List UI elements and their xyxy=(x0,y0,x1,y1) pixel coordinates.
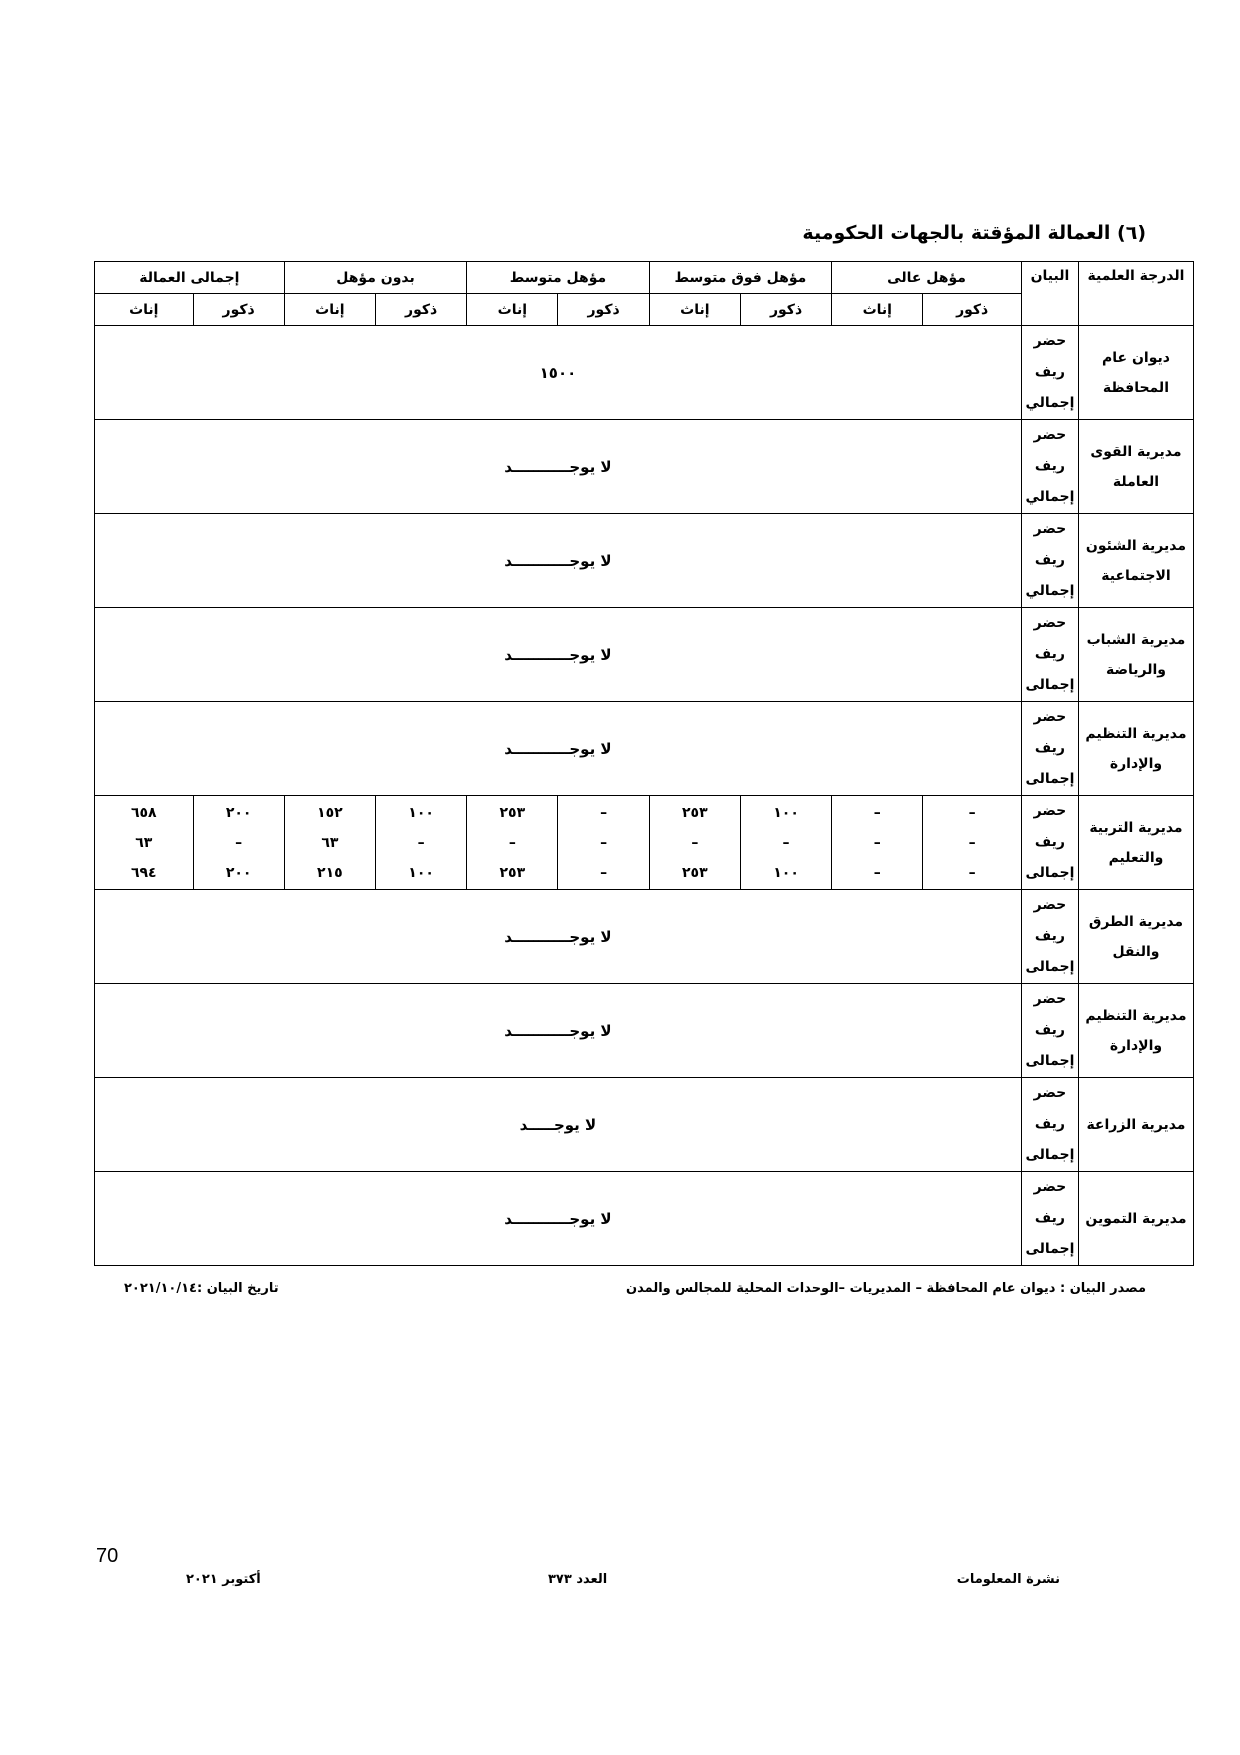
stat-label: ريف xyxy=(1034,834,1065,850)
stat-label: ريف xyxy=(1034,1210,1065,1226)
value-cell: ٢٥٣ xyxy=(682,864,708,881)
stat-label: ريف xyxy=(1034,740,1065,756)
value-cell: – xyxy=(600,834,608,851)
value-cell: – xyxy=(968,864,976,881)
stat-label: حضر xyxy=(1033,897,1067,913)
table-row xyxy=(95,1078,1194,1172)
stat-labels xyxy=(1021,514,1078,608)
stat-label: ريف xyxy=(1034,1116,1065,1132)
stat-label: حضر xyxy=(1033,427,1067,443)
stat-labels xyxy=(1021,984,1078,1078)
table-row xyxy=(95,608,1194,702)
stat-labels xyxy=(1021,1078,1078,1172)
subheader-females: إناث xyxy=(467,294,558,326)
entity-name: مديرية الشباب والرياضة xyxy=(1078,608,1193,702)
value-cell: ١٠٠ xyxy=(408,804,434,821)
merged-value: لا يوجـــــــــــد xyxy=(95,890,1022,984)
value-cell: ٢٥٣ xyxy=(499,804,526,821)
header-group-no-qualification: بدون مؤهل xyxy=(284,262,466,294)
header-group-above-intermediate: مؤهل فوق متوسط xyxy=(649,262,831,294)
entity-name: مديرية القوى العاملة xyxy=(1078,420,1193,514)
stat-label: حضر xyxy=(1033,333,1067,349)
value-cell: ٦٩٤ xyxy=(130,864,157,881)
value-column xyxy=(375,796,466,890)
merged-value: لا يوجـــــــــــد xyxy=(95,608,1022,702)
value-cell: – xyxy=(417,834,425,851)
stat-label: إجمالى xyxy=(1025,1147,1075,1163)
entity-name: مديرية التنظيم والإدارة xyxy=(1078,702,1193,796)
stat-label: إجمالي xyxy=(1025,489,1075,505)
stat-label: إجمالي xyxy=(1025,395,1075,411)
table-row xyxy=(95,420,1194,514)
merged-value: ١٥٠٠ xyxy=(95,326,1022,420)
subheader-males: ذكور xyxy=(193,294,284,326)
value-cell: ١٥٢ xyxy=(317,804,343,821)
stat-labels xyxy=(1021,420,1078,514)
value-column xyxy=(95,796,194,890)
stat-label: حضر xyxy=(1033,991,1067,1007)
value-column xyxy=(558,796,649,890)
page-number: 70 xyxy=(96,1545,119,1567)
entity-name: ديوان عام المحافظة xyxy=(1078,326,1193,420)
value-column xyxy=(284,796,375,890)
subheader-males: ذكور xyxy=(923,294,1021,326)
entity-name: مديرية التربية والتعليم xyxy=(1078,796,1193,890)
stat-label: إجمالى xyxy=(1025,677,1075,693)
value-column xyxy=(832,796,923,890)
subheader-females: إناث xyxy=(832,294,923,326)
stat-label: حضر xyxy=(1033,1085,1067,1101)
value-cell: ٢٥٣ xyxy=(682,804,708,821)
value-cell: – xyxy=(782,834,790,851)
value-cell: – xyxy=(968,804,976,821)
entity-name: مديرية التنظيم والإدارة xyxy=(1078,984,1193,1078)
value-cell: ٦٣ xyxy=(135,834,153,851)
table-row xyxy=(95,890,1194,984)
value-cell: – xyxy=(873,834,881,851)
table-row xyxy=(95,1172,1194,1266)
data-date: تاريخ البيان :٢٠٢١/١٠/١٤ xyxy=(124,1281,279,1296)
issue-month: أكتوبر ٢٠٢١ xyxy=(186,1572,261,1587)
data-source: مصدر البيان : ديوان عام المحافظة – المديريات –الوحدات المحلية للمجالس والمدن xyxy=(626,1281,1146,1296)
table-row xyxy=(95,514,1194,608)
value-cell: – xyxy=(235,834,243,851)
table-row xyxy=(95,326,1194,420)
stat-label: ريف xyxy=(1034,646,1065,662)
value-cell: ٦٣ xyxy=(321,834,339,851)
subheader-females: إناث xyxy=(95,294,194,326)
value-cell: ١٠٠ xyxy=(773,804,799,821)
value-cell: ٢٠٠ xyxy=(225,804,252,821)
stat-label: إجمالى xyxy=(1025,959,1075,975)
stat-label: ريف xyxy=(1034,1022,1065,1038)
value-cell: – xyxy=(691,834,699,851)
header-group-higher: مؤهل عالى xyxy=(832,262,1022,294)
value-column xyxy=(467,796,558,890)
subheader-females: إناث xyxy=(284,294,375,326)
stat-label: ريف xyxy=(1034,458,1065,474)
value-cell: ٢١٥ xyxy=(317,864,343,881)
stat-labels xyxy=(1021,1172,1078,1266)
value-cell: – xyxy=(600,804,608,821)
table-row xyxy=(95,984,1194,1078)
merged-value: لا يوجـــــــــــد xyxy=(95,1172,1022,1266)
stat-label: إجمالى xyxy=(1025,865,1075,881)
merged-value: لا يوجـــــد xyxy=(95,1078,1022,1172)
value-cell: ١٠٠ xyxy=(408,864,434,881)
issue-number: العدد ٣٧٣ xyxy=(548,1572,608,1587)
value-cell: – xyxy=(508,834,516,851)
value-column xyxy=(923,796,1021,890)
entity-name: مديرية الزراعة xyxy=(1078,1078,1193,1172)
stat-label: ريف xyxy=(1034,928,1065,944)
subheader-females: إناث xyxy=(649,294,740,326)
stat-label: إجمالى xyxy=(1025,1241,1075,1257)
stat-labels xyxy=(1021,890,1078,984)
entity-name: مديرية الشئون الاجتماعية xyxy=(1078,514,1193,608)
value-column xyxy=(649,796,740,890)
subheader-males: ذكور xyxy=(375,294,466,326)
stat-label: حضر xyxy=(1033,615,1067,631)
value-cell: ١٠٠ xyxy=(773,864,799,881)
page-title: (٦) العمالة المؤقتة بالجهات الحكومية xyxy=(802,222,1146,244)
stat-labels xyxy=(1021,608,1078,702)
table-row xyxy=(95,702,1194,796)
merged-value: لا يوجـــــــــــد xyxy=(95,514,1022,608)
value-cell: ٢٥٣ xyxy=(499,864,526,881)
merged-value: لا يوجـــــــــــد xyxy=(95,420,1022,514)
value-column xyxy=(740,796,831,890)
entity-name: مديرية التموين xyxy=(1078,1172,1193,1266)
stat-label: حضر xyxy=(1033,521,1067,537)
entity-name: مديرية الطرق والنقل xyxy=(1078,890,1193,984)
value-cell: – xyxy=(873,804,881,821)
stat-label: حضر xyxy=(1033,1179,1067,1195)
stat-label: حضر xyxy=(1033,709,1067,725)
subheader-males: ذكور xyxy=(558,294,649,326)
value-column xyxy=(193,796,284,890)
header-entity: الدرجة العلمية xyxy=(1078,262,1193,326)
value-cell: ٦٥٨ xyxy=(130,804,157,821)
header-group-total: إجمالى العمالة xyxy=(95,262,285,294)
subheader-males: ذكور xyxy=(740,294,831,326)
value-cell: – xyxy=(873,864,881,881)
stat-label: إجمالي xyxy=(1025,583,1075,599)
stat-label: حضر xyxy=(1033,803,1067,819)
stat-label: إجمالى xyxy=(1025,1053,1075,1069)
stat-label: ريف xyxy=(1034,552,1065,568)
stat-labels xyxy=(1021,326,1078,420)
stat-labels xyxy=(1021,796,1078,890)
value-cell: – xyxy=(600,864,608,881)
publication-name: نشرة المعلومات xyxy=(956,1572,1060,1587)
stat-labels xyxy=(1021,702,1078,796)
table-row xyxy=(95,796,1194,890)
stat-label: إجمالى xyxy=(1025,771,1075,787)
merged-value: لا يوجـــــــــــد xyxy=(95,702,1022,796)
stat-label: ريف xyxy=(1034,364,1065,380)
header-group-intermediate: مؤهل متوسط xyxy=(467,262,649,294)
header-stat: البيان xyxy=(1021,262,1078,326)
value-cell: – xyxy=(968,834,976,851)
value-cell: ٢٠٠ xyxy=(225,864,252,881)
temporary-employment-table xyxy=(94,261,1194,1266)
merged-value: لا يوجـــــــــــد xyxy=(95,984,1022,1078)
